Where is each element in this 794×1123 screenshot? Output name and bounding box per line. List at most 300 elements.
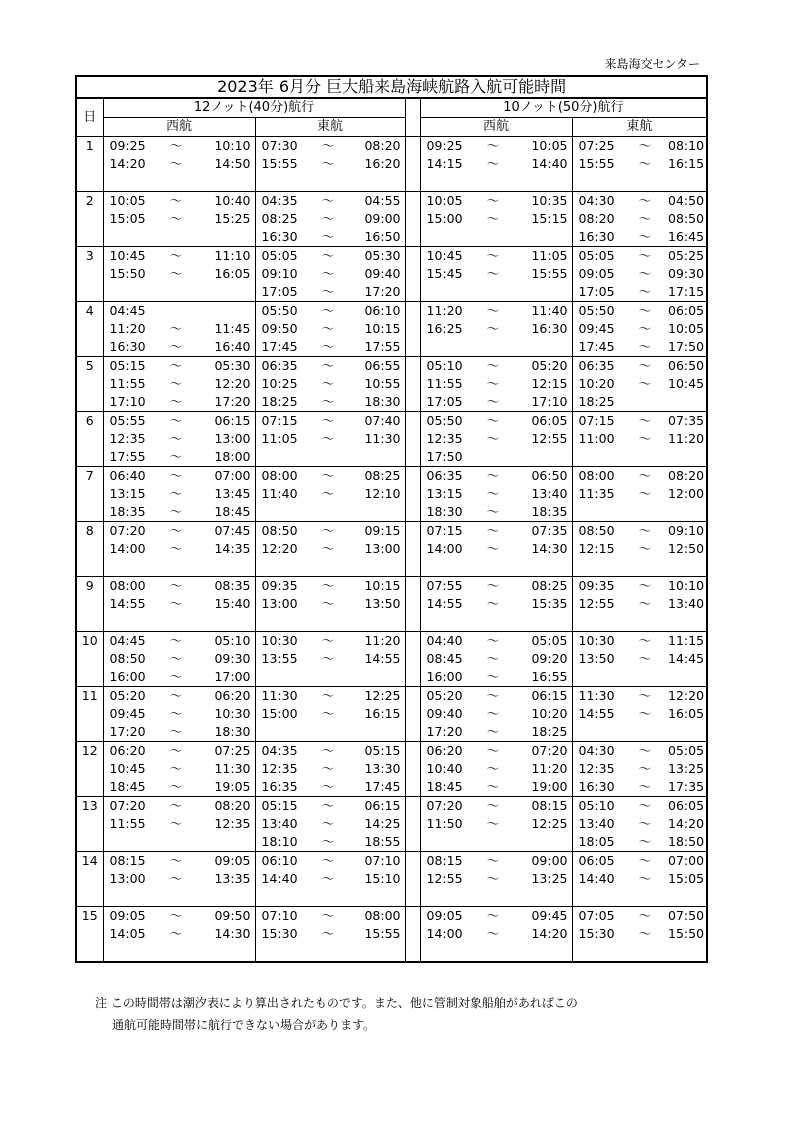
end-time	[668, 448, 707, 467]
tilde-separator: ～	[470, 412, 516, 431]
table-row	[76, 283, 707, 302]
end-time: 05:25	[668, 247, 707, 266]
table-row	[76, 815, 707, 833]
column-gap	[405, 632, 420, 651]
start-time: 09:45	[109, 706, 146, 721]
end-time: 14:20	[668, 815, 707, 833]
start-time: 17:55	[109, 449, 146, 464]
end-time: 05:30	[351, 247, 405, 266]
day-cell	[76, 228, 103, 247]
tilde-separator: ～	[486, 596, 500, 611]
end-time: 06:15	[516, 687, 572, 706]
end-time: 10:05	[516, 137, 572, 156]
tilde-separator: ～	[486, 266, 500, 281]
tilde-separator: ～	[622, 357, 668, 376]
end-time: 07:50	[668, 907, 707, 926]
end-time: 15:35	[516, 595, 572, 613]
tilde-separator: ～	[169, 394, 183, 409]
start-time: 16:30	[109, 339, 146, 354]
start-time	[103, 833, 153, 852]
end-time	[516, 228, 572, 247]
end-time: 07:00	[199, 467, 255, 486]
start-time: 08:50	[572, 522, 622, 541]
end-time	[668, 668, 707, 687]
column-gap	[405, 888, 420, 907]
day-cell	[76, 338, 103, 357]
table-row	[76, 595, 707, 613]
start-time: 11:35	[578, 486, 615, 501]
tilde-separator: ～	[638, 541, 652, 556]
tilde-separator: ～	[622, 687, 668, 706]
start-time	[572, 173, 622, 192]
start-time: 11:55	[426, 376, 463, 391]
end-time: 17:35	[668, 778, 707, 797]
start-time: 13:00	[261, 596, 298, 611]
tilde-separator	[470, 943, 516, 962]
table-row	[76, 228, 707, 247]
column-gap	[405, 302, 420, 321]
end-time: 12:35	[199, 815, 255, 833]
tilde-separator: ～	[638, 761, 652, 776]
end-time: 06:05	[668, 797, 707, 816]
column-gap	[405, 540, 420, 558]
end-time: 17:45	[351, 778, 405, 797]
start-time: 14:00	[426, 541, 463, 556]
start-time: 17:05	[578, 284, 615, 299]
day-cell: 13	[76, 797, 103, 816]
end-time: 14:30	[516, 540, 572, 558]
footnote-line-2: 通航可能時間帯に航行できない場合があります。	[112, 1018, 376, 1032]
start-time: 14:00	[426, 926, 463, 941]
start-time: 05:20	[420, 687, 470, 706]
tilde-separator	[470, 338, 516, 357]
start-time	[255, 558, 305, 577]
start-time: 07:30	[255, 137, 305, 156]
table-row	[76, 302, 707, 321]
start-time: 13:15	[426, 486, 463, 501]
end-time: 14:50	[199, 155, 255, 173]
column-gap	[405, 778, 420, 797]
end-time: 11:15	[668, 632, 707, 651]
tilde-separator	[305, 558, 351, 577]
end-time	[516, 283, 572, 302]
table-row	[76, 925, 707, 943]
start-time: 11:55	[109, 376, 146, 391]
tilde-separator: ～	[321, 651, 335, 666]
start-time: 07:05	[572, 907, 622, 926]
end-time	[668, 888, 707, 907]
tilde-separator: ～	[321, 706, 335, 721]
start-time: 06:20	[103, 742, 153, 761]
end-time: 07:10	[351, 852, 405, 871]
day-cell: 4	[76, 302, 103, 321]
east-header-12: 東航	[255, 118, 405, 137]
start-time: 11:20	[420, 302, 470, 321]
table-row	[76, 247, 707, 266]
tilde-separator: ～	[622, 522, 668, 541]
tilde-separator: ～	[169, 504, 183, 519]
tilde-separator: ～	[622, 742, 668, 761]
end-time: 11:20	[668, 430, 707, 448]
start-time	[420, 173, 470, 192]
start-time: 07:55	[420, 577, 470, 596]
tilde-separator: ～	[169, 779, 183, 794]
tilde-separator: ～	[153, 357, 199, 376]
end-time: 08:50	[668, 210, 707, 228]
tilde-separator	[622, 393, 668, 412]
end-time: 17:00	[199, 668, 255, 687]
start-time: 15:50	[109, 266, 146, 281]
column-gap	[405, 742, 420, 761]
end-time: 16:05	[668, 705, 707, 723]
start-time	[572, 503, 622, 522]
end-time: 13:30	[351, 760, 405, 778]
start-time: 16:00	[109, 669, 146, 684]
column-gap	[405, 797, 420, 816]
end-time: 10:10	[199, 137, 255, 156]
day-cell	[76, 375, 103, 393]
start-time: 09:45	[578, 321, 615, 336]
start-time: 13:55	[261, 651, 298, 666]
tilde-separator: ～	[305, 467, 351, 486]
tilde-separator: ～	[321, 871, 335, 886]
tilde-separator: ～	[470, 137, 516, 156]
end-time	[668, 173, 707, 192]
start-time: 16:00	[426, 669, 463, 684]
end-time: 10:15	[351, 577, 405, 596]
start-time: 17:50	[426, 449, 463, 464]
tilde-separator	[470, 448, 516, 467]
tilde-separator	[153, 228, 199, 247]
start-time: 05:10	[420, 357, 470, 376]
west-header-12: 西航	[103, 118, 255, 137]
end-time: 13:50	[351, 595, 405, 613]
end-time: 05:05	[668, 742, 707, 761]
end-time: 04:50	[668, 192, 707, 211]
start-time: 10:25	[261, 376, 298, 391]
start-time: 15:00	[426, 211, 463, 226]
table-row	[76, 540, 707, 558]
start-time: 17:20	[109, 724, 146, 739]
start-time: 06:20	[420, 742, 470, 761]
tilde-separator: ～	[486, 669, 500, 684]
tilde-separator: ～	[305, 797, 351, 816]
tilde-separator: ～	[153, 687, 199, 706]
tilde-separator: ～	[638, 266, 652, 281]
start-time: 10:45	[109, 761, 146, 776]
tilde-separator: ～	[169, 486, 183, 501]
day-cell	[76, 430, 103, 448]
start-time: 09:35	[572, 577, 622, 596]
column-gap	[405, 760, 420, 778]
table-row	[76, 870, 707, 888]
end-time: 13:25	[668, 760, 707, 778]
end-time: 18:50	[668, 833, 707, 852]
day-cell	[76, 815, 103, 833]
end-time: 10:10	[668, 577, 707, 596]
day-cell	[76, 943, 103, 962]
tilde-separator	[470, 228, 516, 247]
start-time: 05:05	[255, 247, 305, 266]
start-time	[255, 173, 305, 192]
table-row	[76, 797, 707, 816]
tilde-separator: ～	[486, 504, 500, 519]
start-time	[420, 283, 470, 302]
end-time: 09:00	[351, 210, 405, 228]
start-time: 06:05	[572, 852, 622, 871]
end-time: 11:30	[351, 430, 405, 448]
column-gap	[405, 137, 420, 156]
tilde-separator: ～	[305, 522, 351, 541]
end-time: 12:00	[668, 485, 707, 503]
day-cell: 14	[76, 852, 103, 871]
start-time: 08:00	[572, 467, 622, 486]
end-time: 06:05	[668, 302, 707, 321]
tilde-separator: ～	[321, 761, 335, 776]
end-time: 09:15	[351, 522, 405, 541]
end-time	[668, 393, 707, 412]
end-time	[516, 613, 572, 632]
tilde-separator: ～	[153, 577, 199, 596]
table-row	[76, 210, 707, 228]
table-row	[76, 448, 707, 467]
table-row	[76, 760, 707, 778]
start-time: 04:30	[572, 192, 622, 211]
end-time	[351, 943, 405, 962]
tilde-separator: ～	[638, 834, 652, 849]
end-time: 11:10	[199, 247, 255, 266]
tilde-separator: ～	[321, 779, 335, 794]
start-time: 10:05	[420, 192, 470, 211]
tilde-separator: ～	[169, 431, 183, 446]
tilde-separator: ～	[622, 797, 668, 816]
end-time: 16:15	[351, 705, 405, 723]
end-time: 12:20	[668, 687, 707, 706]
start-time	[572, 943, 622, 962]
tilde-separator: ～	[305, 907, 351, 926]
tilde-separator	[622, 668, 668, 687]
start-time	[572, 558, 622, 577]
column-gap	[405, 705, 420, 723]
column-gap	[405, 485, 420, 503]
end-time	[516, 833, 572, 852]
tilde-separator: ～	[169, 376, 183, 391]
end-time: 13:25	[516, 870, 572, 888]
end-time: 05:30	[199, 357, 255, 376]
tilde-separator: ～	[622, 852, 668, 871]
tilde-separator: ～	[321, 541, 335, 556]
column-gap	[405, 577, 420, 596]
start-time: 06:35	[255, 357, 305, 376]
start-time: 12:55	[426, 871, 463, 886]
start-time: 09:10	[261, 266, 298, 281]
start-time	[255, 943, 305, 962]
start-time: 15:45	[426, 266, 463, 281]
start-time	[255, 668, 305, 687]
tilde-separator	[305, 888, 351, 907]
day-cell: 9	[76, 577, 103, 596]
tilde-separator	[305, 668, 351, 687]
start-time	[255, 448, 305, 467]
end-time	[516, 338, 572, 357]
table-row	[76, 467, 707, 486]
tilde-separator	[153, 558, 199, 577]
end-time: 08:15	[516, 797, 572, 816]
start-time: 18:05	[578, 834, 615, 849]
column-gap	[405, 192, 420, 211]
tilde-separator: ～	[638, 229, 652, 244]
table-row	[76, 778, 707, 797]
tilde-separator: ～	[486, 376, 500, 391]
end-time	[516, 448, 572, 467]
end-time: 12:10	[351, 485, 405, 503]
start-time: 14:55	[109, 596, 146, 611]
end-time: 09:20	[516, 650, 572, 668]
start-time: 18:45	[426, 779, 463, 794]
day-cell	[76, 485, 103, 503]
tilde-separator: ～	[486, 541, 500, 556]
day-cell	[76, 503, 103, 522]
end-time: 14:25	[351, 815, 405, 833]
end-time	[516, 173, 572, 192]
start-time: 07:15	[572, 412, 622, 431]
tilde-separator: ～	[321, 229, 335, 244]
start-time	[420, 228, 470, 247]
tilde-separator	[153, 943, 199, 962]
start-time: 15:30	[261, 926, 298, 941]
table-row	[76, 907, 707, 926]
tilde-separator: ～	[470, 852, 516, 871]
start-time: 16:30	[578, 229, 615, 244]
end-time: 10:05	[668, 320, 707, 338]
end-time: 18:25	[516, 723, 572, 742]
end-time: 08:20	[351, 137, 405, 156]
tilde-separator: ～	[486, 706, 500, 721]
column-gap	[405, 265, 420, 283]
tilde-separator	[153, 888, 199, 907]
table-row	[76, 833, 707, 852]
start-time: 12:35	[109, 431, 146, 446]
end-time: 09:00	[516, 852, 572, 871]
day-cell: 11	[76, 687, 103, 706]
end-time: 14:30	[199, 925, 255, 943]
day-cell: 12	[76, 742, 103, 761]
start-time: 04:45	[103, 632, 153, 651]
end-time: 08:25	[516, 577, 572, 596]
start-time: 06:35	[420, 467, 470, 486]
table-row	[76, 192, 707, 211]
column-gap	[405, 522, 420, 541]
start-time: 14:20	[109, 156, 146, 171]
tilde-separator: ～	[638, 431, 652, 446]
end-time: 19:00	[516, 778, 572, 797]
column-gap	[405, 723, 420, 742]
end-time: 06:55	[351, 357, 405, 376]
end-time: 13:35	[199, 870, 255, 888]
start-time	[420, 833, 470, 852]
tilde-separator: ～	[486, 394, 500, 409]
tilde-separator: ～	[486, 871, 500, 886]
start-time: 12:15	[578, 541, 615, 556]
column-gap	[405, 558, 420, 577]
end-time: 17:50	[668, 338, 707, 357]
tilde-separator: ～	[305, 577, 351, 596]
table-row	[76, 430, 707, 448]
end-time: 11:30	[199, 760, 255, 778]
end-time	[516, 888, 572, 907]
start-time: 15:55	[578, 156, 615, 171]
tilde-separator: ～	[622, 247, 668, 266]
start-time: 17:05	[261, 284, 298, 299]
start-time: 13:50	[578, 651, 615, 666]
tilde-separator: ～	[486, 926, 500, 941]
day-cell	[76, 155, 103, 173]
column-gap	[405, 173, 420, 192]
tilde-separator	[622, 943, 668, 962]
day-cell: 1	[76, 137, 103, 156]
start-time: 04:35	[255, 742, 305, 761]
end-time	[199, 613, 255, 632]
tilde-separator: ～	[470, 192, 516, 211]
end-time: 18:35	[516, 503, 572, 522]
column-gap	[405, 907, 420, 926]
table-row	[76, 705, 707, 723]
start-time: 07:20	[103, 522, 153, 541]
tilde-separator: ～	[321, 431, 335, 446]
day-cell	[76, 393, 103, 412]
tilde-separator: ～	[169, 706, 183, 721]
day-cell	[76, 925, 103, 943]
column-gap	[405, 98, 420, 137]
table-row	[76, 503, 707, 522]
start-time	[103, 283, 153, 302]
tilde-separator: ～	[305, 687, 351, 706]
speed12-header: 12ノット(40分)航行	[103, 98, 405, 118]
tilde-separator	[305, 723, 351, 742]
tilde-separator: ～	[622, 632, 668, 651]
table-row	[76, 723, 707, 742]
end-time: 06:50	[668, 357, 707, 376]
column-gap	[405, 650, 420, 668]
day-cell	[76, 540, 103, 558]
start-time: 11:50	[426, 816, 463, 831]
end-time: 05:10	[199, 632, 255, 651]
tilde-separator: ～	[486, 156, 500, 171]
start-time: 05:05	[572, 247, 622, 266]
end-time: 12:25	[516, 815, 572, 833]
speed10-header: 10ノット(50分)航行	[420, 98, 707, 118]
start-time: 08:15	[420, 852, 470, 871]
end-time	[516, 558, 572, 577]
tilde-separator	[622, 448, 668, 467]
day-cell	[76, 613, 103, 632]
start-time: 05:15	[103, 357, 153, 376]
start-time: 10:40	[426, 761, 463, 776]
tilde-separator: ～	[321, 266, 335, 281]
end-time: 05:05	[516, 632, 572, 651]
tilde-separator: ～	[470, 357, 516, 376]
column-gap	[405, 870, 420, 888]
day-cell: 7	[76, 467, 103, 486]
tilde-separator: ～	[470, 687, 516, 706]
west-header-10: 西航	[420, 118, 572, 137]
end-time: 12:55	[516, 430, 572, 448]
tilde-separator	[622, 613, 668, 632]
start-time	[255, 613, 305, 632]
column-gap	[405, 375, 420, 393]
start-time: 04:30	[572, 742, 622, 761]
end-time: 15:40	[199, 595, 255, 613]
